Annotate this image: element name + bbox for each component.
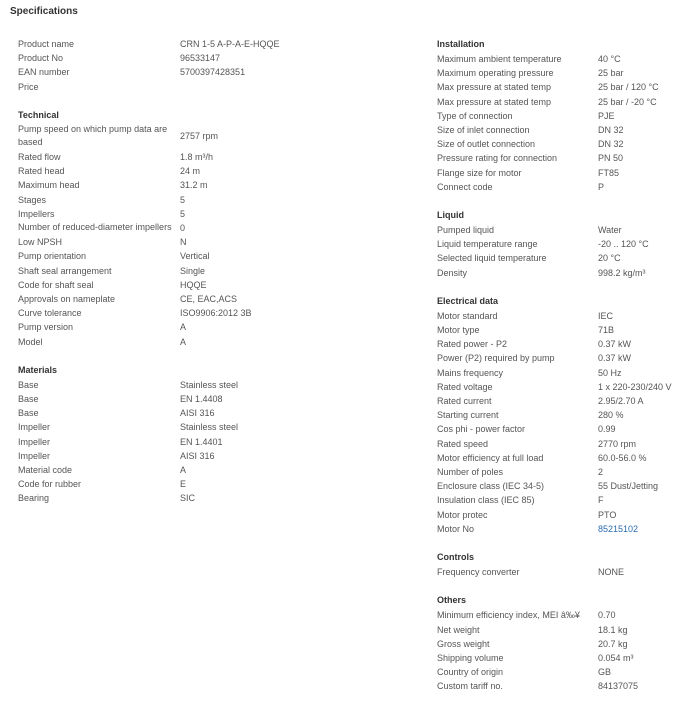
spec-value: GB (598, 667, 612, 678)
spec-row (18, 278, 288, 292)
spec-label: Pump version (18, 322, 74, 333)
spec-label: Connect code (437, 181, 493, 192)
spec-row (437, 380, 697, 394)
spec-label: EAN number (18, 67, 70, 78)
spec-row (437, 665, 697, 679)
spec-value: Vertical (180, 251, 210, 262)
spec-label: Rated power - P2 (437, 339, 508, 350)
spec-value: AISI 316 (180, 408, 215, 419)
spec-row (18, 207, 288, 221)
spec-value: 25 bar / 120 °C (598, 82, 659, 93)
spec-label: Pumped liquid (437, 225, 495, 236)
spec-label: Custom tariff no. (437, 681, 503, 692)
spec-row (437, 366, 697, 380)
spec-label: Cos phi - power factor (437, 424, 526, 435)
spec-row (437, 451, 697, 465)
spec-row (437, 223, 697, 237)
spec-value: DN 32 (598, 139, 624, 150)
spec-value: EN 1.4408 (180, 394, 223, 405)
spec-row (437, 80, 697, 94)
spec-row (437, 266, 697, 280)
spec-row (18, 463, 288, 477)
spec-label: Size of outlet connection (437, 139, 536, 150)
right-column (437, 37, 697, 708)
spec-row (437, 166, 697, 180)
spec-row (18, 150, 288, 164)
spec-value: Water (598, 225, 622, 236)
spec-value: IEC (598, 310, 614, 321)
spec-value: 0.37 kW (598, 339, 632, 350)
spec-value: F (598, 495, 604, 506)
spec-row (437, 237, 697, 251)
spec-label: Impeller (18, 422, 51, 433)
spec-value: 50 Hz (598, 367, 622, 378)
spec-row (18, 164, 288, 178)
spec-value: 280 % (598, 410, 624, 421)
spec-value: 40 °C (598, 54, 621, 64)
spec-value: 2.95/2.70 A (598, 396, 644, 407)
spec-value: N (180, 237, 187, 248)
spec-value: 2770 rpm (598, 438, 637, 449)
spec-row (18, 320, 288, 334)
motor-number-link[interactable]: 85215102 (598, 523, 639, 534)
spec-label: Maximum operating pressure (437, 68, 554, 79)
spec-label: Shipping volume (437, 652, 504, 663)
spec-label: Base (18, 408, 39, 419)
spec-value: 25 bar (598, 68, 624, 79)
spec-value: 20.7 kg (598, 638, 628, 649)
spec-label: Motor type (437, 325, 480, 336)
spec-value: Single (180, 265, 206, 276)
spec-value: PTO (598, 509, 617, 520)
spec-row (437, 337, 697, 351)
spec-value: 96533147 (180, 53, 221, 64)
left-column (18, 37, 288, 520)
spec-label: Power (P2) required by pump (437, 353, 555, 364)
section-controls (437, 550, 697, 579)
spec-label: Impeller (18, 450, 51, 461)
spec-row (437, 608, 697, 622)
spec-label: Curve tolerance (18, 308, 82, 319)
spec-value: 55 Dust/Jetting (598, 481, 659, 492)
section-title: Liquid (437, 210, 464, 221)
spec-value: Stainless steel (180, 422, 239, 433)
spec-value: 0.37 kW (598, 353, 632, 364)
spec-row (437, 408, 697, 422)
spec-row (437, 309, 697, 323)
spec-label: Max pressure at stated temp (437, 96, 552, 107)
spec-label: Pressure rating for connection (437, 153, 558, 164)
section-installation (437, 37, 697, 194)
spec-row (437, 323, 697, 337)
spec-value: 31.2 m (180, 180, 208, 191)
spec-value: 2757 rpm (180, 131, 219, 142)
spec-row (437, 623, 697, 637)
spec-value: CRN 1-5 A-P-A-E-HQQE (180, 39, 280, 49)
section-title: Controls (437, 552, 474, 563)
spec-label: Stages (18, 194, 47, 205)
spec-value: 1.8 m³/h (180, 152, 214, 162)
spec-row (437, 180, 697, 194)
spec-row (437, 493, 697, 507)
section-liquid (437, 208, 697, 280)
spec-value: 0.70 (598, 610, 616, 621)
spec-row (437, 351, 697, 365)
spec-label: Frequency converter (437, 567, 520, 578)
spec-label: Flange size for motor (437, 167, 522, 178)
spec-row (18, 51, 288, 65)
spec-value: 5700397428351 (180, 67, 246, 78)
spec-label: Starting current (437, 410, 499, 421)
spec-label: Number of reduced-diameter impellers (18, 222, 172, 233)
section-technical (18, 108, 288, 349)
spec-label: Motor efficiency at full load (437, 452, 544, 463)
spec-row (18, 306, 288, 320)
spec-value: SIC (180, 493, 196, 504)
spec-row (18, 378, 288, 392)
spec-row (18, 449, 288, 463)
spec-label: Density (437, 267, 468, 278)
spec-row (437, 437, 697, 451)
spec-value: 24 m (180, 166, 201, 177)
spec-row (437, 95, 697, 109)
spec-label: Maximum ambient temperature (437, 54, 562, 64)
spec-label: Code for shaft seal (18, 279, 94, 290)
spec-label: Material code (18, 465, 73, 476)
section-materials (18, 363, 288, 506)
spec-row (437, 651, 697, 665)
spec-value: 25 bar / -20 °C (598, 96, 657, 107)
spec-value: 1 x 220-230/240 V (598, 381, 672, 392)
spec-label: Approvals on nameplate (18, 294, 116, 305)
section-product (18, 37, 288, 94)
spec-value: CE, EAC,ACS (180, 294, 238, 305)
spec-label: Net weight (437, 624, 480, 635)
spec-label: Shaft seal arrangement (18, 265, 112, 276)
spec-label: Price (18, 81, 39, 92)
spec-value: HQQE (180, 279, 207, 290)
spec-value: NONE (598, 567, 625, 578)
spec-row (437, 522, 697, 536)
section-title: Installation (437, 39, 485, 49)
spec-label: Motor protec (437, 509, 488, 520)
spec-value: 5 (180, 194, 186, 205)
spec-value: E (180, 479, 187, 490)
section-title: Materials (18, 364, 58, 375)
spec-value: EN 1.4401 (180, 436, 223, 447)
spec-row (18, 477, 288, 491)
spec-label: Mains frequency (437, 367, 504, 378)
spec-value: 0.054 m³ (598, 652, 634, 663)
spec-row (18, 335, 288, 349)
spec-label: Insulation class (IEC 85) (437, 495, 535, 506)
spec-row (18, 491, 288, 505)
spec-value: ISO9906:2012 3B (180, 308, 252, 319)
spec-value: A (180, 336, 187, 347)
spec-value: Stainless steel (180, 379, 239, 390)
spec-value: P (598, 181, 605, 192)
spec-row (437, 251, 697, 265)
spec-value: 2 (598, 467, 604, 478)
spec-label: Bearing (18, 493, 50, 504)
spec-label: Rated speed (437, 438, 489, 449)
spec-row (437, 123, 697, 137)
spec-row (18, 123, 288, 150)
spec-label: Pump speed on which pump data are based (18, 123, 168, 148)
spec-value: 998.2 kg/m³ (598, 267, 646, 278)
spec-row (437, 66, 697, 80)
spec-label: Enclosure class (IEC 34-5) (437, 481, 545, 492)
spec-row (18, 406, 288, 420)
spec-label: Motor standard (437, 310, 498, 321)
section-others (437, 593, 697, 693)
spec-row (437, 565, 697, 579)
spec-value: 71B (598, 325, 615, 336)
spec-value: 0.99 (598, 424, 616, 435)
spec-label: Motor No (437, 523, 475, 534)
spec-label: Product No (18, 53, 64, 64)
spec-value: 0 (180, 223, 186, 234)
spec-label: Size of inlet connection (437, 125, 530, 136)
spec-value: 84137075 (598, 681, 639, 692)
spec-label: Base (18, 379, 39, 390)
spec-row (18, 264, 288, 278)
spec-label: Minimum efficiency index, MEI â‰¥ (437, 610, 580, 621)
spec-row (18, 392, 288, 406)
spec-label: Model (18, 336, 43, 347)
spec-label: Rated current (437, 396, 492, 407)
spec-row (437, 508, 697, 522)
spec-row (437, 637, 697, 651)
spec-label: Base (18, 394, 39, 405)
spec-label: Max pressure at stated temp (437, 82, 552, 93)
spec-label: Type of connection (437, 110, 513, 121)
spec-label: Rated flow (18, 152, 61, 162)
spec-label: Maximum head (18, 180, 80, 191)
spec-row (437, 137, 697, 151)
spec-row (437, 479, 697, 493)
page-title: Specifications (10, 6, 78, 17)
spec-row (18, 37, 288, 51)
spec-row (18, 435, 288, 449)
spec-row (18, 420, 288, 434)
spec-value: 60.0-56.0 % (598, 452, 647, 463)
spec-label: Number of poles (437, 467, 504, 478)
spec-label: Product name (18, 39, 75, 49)
spec-row (437, 394, 697, 408)
spec-row (18, 235, 288, 249)
spec-value: 5 (180, 208, 186, 219)
spec-label: Impellers (18, 208, 55, 219)
spec-row (18, 292, 288, 306)
spec-label: Country of origin (437, 667, 504, 678)
spec-value: -20 .. 120 °C (598, 239, 649, 250)
spec-row (18, 178, 288, 192)
spec-row (437, 52, 697, 66)
spec-value: FT85 (598, 167, 620, 178)
spec-row (18, 65, 288, 79)
spec-value: PN 50 (598, 153, 624, 164)
spec-row (437, 465, 697, 479)
spec-row (18, 193, 288, 207)
spec-label: Gross weight (437, 638, 490, 649)
spec-row (437, 109, 697, 123)
spec-row (437, 151, 697, 165)
spec-row (437, 679, 697, 693)
spec-label: Rated head (18, 166, 65, 177)
spec-value: A (180, 465, 187, 476)
section-title: Others (437, 595, 467, 606)
spec-row (18, 221, 288, 235)
spec-label: Rated voltage (437, 381, 493, 392)
spec-label: Impeller (18, 436, 51, 447)
section-title: Technical (18, 109, 59, 120)
spec-label: Selected liquid temperature (437, 253, 547, 264)
spec-value: 20 °C (598, 253, 621, 264)
spec-value: PJE (598, 110, 615, 121)
spec-label: Code for rubber (18, 479, 82, 490)
section-title: Electrical data (437, 295, 499, 306)
spec-label: Pump orientation (18, 251, 87, 262)
spec-label: Low NPSH (18, 237, 63, 248)
spec-value: A (180, 322, 187, 333)
spec-row (437, 422, 697, 436)
spec-value: DN 32 (598, 125, 624, 136)
spec-row (18, 80, 288, 94)
spec-row (18, 249, 288, 263)
spec-value: AISI 316 (180, 450, 215, 461)
spec-label: Liquid temperature range (437, 239, 538, 250)
spec-value: 18.1 kg (598, 624, 628, 635)
section-electrical-data (437, 294, 697, 536)
